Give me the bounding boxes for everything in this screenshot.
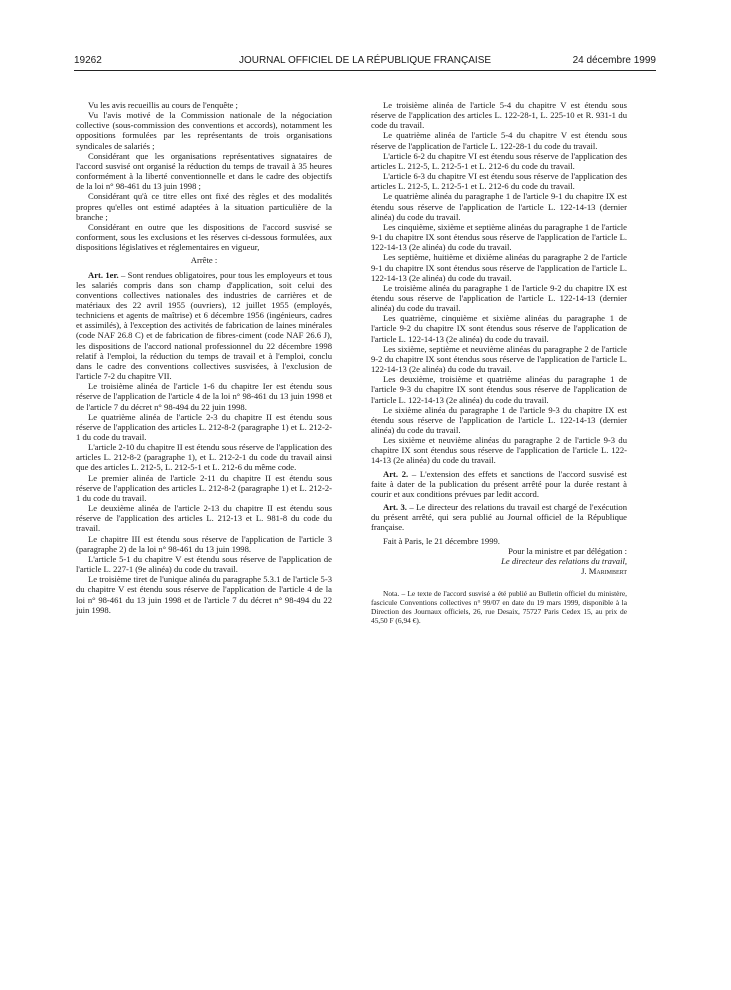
paragraph: Vu les avis recueillis au cours de l'enquête ;	[88, 100, 238, 110]
paragraph: Les sixième et neuvième alinéas du paragraphe 2 de l'article 9-3 du chapitre IX sont étendus sous réserve de l'application de l'article L. 122-14-13 (2e alinéa) du code du travail.	[371, 435, 627, 466]
left-column	[76, 100, 332, 615]
paragraph: Considérant que les organisations représentatives signataires de l'accord susvisé ont organisé la réduction du temps de travail à 35 heures conformément à la liberté conventionnelle et dans le cadre des objectifs de la loi n° 98-461 du 13 juin 1998 ;	[76, 150, 332, 192]
paragraph: Les cinquième, sixième et septième alinéas du paragraphe 1 de l'article 9-1 du chapitre IX sont étendus sous réserve de l'application de l'article L. 122-14-13 (2e alinéa) du code du travail.	[371, 221, 627, 253]
paragraph: Le deuxième alinéa de l'article 2-13 du chapitre II est étendu sous réserve de l'application des articles L. 212-13 et L. 981-8 du code du travail.	[76, 503, 332, 534]
paragraph: Le quatrième alinéa du paragraphe 1 de l'article 9-1 du chapitre IX est étendu sous réserve de l'application de l'article L. 122-14-13 (dernier alinéa) du code du travail.	[371, 191, 627, 222]
article-3-text: – Le directeur des relations du travail est chargé de l'exécution du présent arrêté, qui sera publié au Journal officiel de la République française.	[371, 502, 627, 533]
paragraph: L'article 6-3 du chapitre VI est étendu sous réserve de l'application des articles L. 212-5, L. 212-5-1 et L. 212-6 du code du travail.	[371, 171, 627, 192]
paragraph: L'article 5-1 du chapitre V est étendu sous réserve de l'application de l'article L. 227-1 (9e alinéa) du code du travail.	[76, 553, 332, 575]
arrete-heading: Arrête :	[190, 255, 218, 266]
paragraph: Le quatrième alinéa de l'article 2-3 du chapitre II est étendu sous réserve de l'application des articles L. 212-8-2 (paragraphe 1) et L. 212-2-1 du code du travail.	[76, 411, 332, 442]
article-1-label: Art. 1er.	[88, 269, 119, 280]
paragraph: Le quatrième alinéa de l'article 5-4 du chapitre V est étendu sous réserve de l'application de l'article L. 122-28-1 du code du travail.	[371, 130, 627, 151]
paragraph: Le premier alinéa de l'article 2-11 du chapitre II est étendu sous réserve de l'application des articles L. 212-8-2 (paragraphe 1) et L. 212-2-1 du code du travail.	[76, 472, 332, 503]
signature-title: Le directeur des relations du travail,	[501, 555, 627, 566]
paragraph: Considérant en outre que les dispositions de l'accord susvisé se conforment, sous les exclusions et les réserves ci-dessous formulées, aux dispositions législatives et réglementaires en vigueur,	[76, 221, 332, 253]
paragraph: Le troisième alinéa de l'article 5-4 du chapitre V est étendu sous réserve de l'application des articles L. 122-28-1, L. 225-10 et R. 931-1 du code du travail.	[371, 100, 627, 131]
article-1-text: – Sont rendues obligatoires, pour tous les employeurs et tous les salariés compris dans son champ d'application, soit celui des conventions collectives nationales des industries de carrières et de matériaux des 22 avril 1955 (ouvriers), 12 juillet 1955 (employés, techniciens et agents de maîtrise) et 6 décembre 1956 (ingénieurs, cadres et assimilés), à l'exception des activités de fabrication de laines minérales (code NAF 26.8 C) et de fabrication de fibres-ciment (code NAF 26.6 J), les dispositions de l'accord national professionnel du 22 décembre 1998 relatif à l'emploi, la réduction du temps de travail et à l'emploi, conclu dans le cadre des conventions collectives susvisées, à l'exclusion de l'article 7-2 du chapitre VII.	[76, 269, 332, 382]
paragraph: Considérant qu'à ce titre elles ont fixé des règles et des modalités propres qu'elles ont estimé adaptées à la situation particulière de la branche ;	[76, 191, 332, 222]
article-2-label: Art. 2.	[383, 468, 409, 479]
paragraph: Les sixième, septième et neuvième alinéas du paragraphe 2 de l'article 9-2 du chapitre IX sont étendus sous réserve de l'application de l'article L. 122-14-13 (2e alinéa) du code du travail.	[371, 343, 627, 375]
paragraph: L'article 2-10 du chapitre II est étendu sous réserve de l'application des articles L. 212-8-2 (paragraphe 1), et L. 212-2-1 du code du travail ainsi que des articles L. 212-5, L. 212-5-1 et L. 212-6 du même code.	[76, 442, 332, 473]
paragraph: Le sixième alinéa du paragraphe 1 de l'article 9-3 du chapitre IX est étendu sous réserve de l'application de l'article L. 122-14-13 (dernier alinéa) du code du travail.	[371, 404, 627, 435]
right-column	[371, 100, 627, 626]
paragraph: Le chapitre III est étendu sous réserve de l'application de l'article 3 (paragraphe 2) de la loi n° 98-461 du 13 juin 1998.	[76, 533, 332, 554]
signature-delegation: Pour la ministre et par délégation :	[508, 545, 627, 556]
article-2-text: – L'extension des effets et sanctions de l'accord susvisé est faite à dater de la publication du présent arrêté pour la durée restant à courir et aux conditions prévues par ledit accord.	[371, 468, 628, 499]
header-rule	[74, 70, 656, 71]
issue-date: 24 décembre 1999	[572, 55, 656, 66]
signature-name: J. Marimbert	[581, 566, 627, 577]
paragraph: Les deuxième, troisième et quatrième alinéas du paragraphe 1 de l'article 9-3 du chapitre IX sont étendus sous réserve de l'application de l'article L. 122-14-13 (2e alinéa) du code du travail.	[371, 374, 627, 405]
paragraph: Les quatrième, cinquième et sixième alinéas du paragraphe 1 de l'article 9-2 du chapitre IX sont étendus sous réserve de l'application de l'article L. 122-14-13 (2e alinéa) du code du travail.	[371, 313, 627, 344]
signature-place-date: Fait à Paris, le 21 décembre 1999.	[383, 535, 500, 546]
article-1	[76, 270, 332, 382]
paragraph: Les septième, huitième et dixième alinéas du paragraphe 2 de l'article 9-1 du chapitre IX sont étendus sous réserve de l'application de l'article L. 122-14-13 (2e alinéa) du code du travail.	[371, 252, 627, 283]
paragraph: Vu l'avis motivé de la Commission nationale de la négociation collective (sous-commission des conventions et accords), notamment les oppositions formulées par les représentants de trois organisations syndicales de salariés ;	[76, 110, 332, 151]
page-number: 19262	[74, 55, 102, 66]
journal-title: JOURNAL OFFICIEL DE LA RÉPUBLIQUE FRANÇAISE	[238, 55, 492, 66]
paragraph: L'article 6-2 du chapitre VI est étendu sous réserve de l'application des articles L. 212-5, L. 212-5-1 et L. 212-6 du code du travail.	[371, 150, 627, 171]
footnote: Nota. – Le texte de l'accord susvisé a été publié au Bulletin officiel du ministère, fascicule Conventions collectives n° 99/07 en date du 19 mars 1999, disponible à la Direction des Journaux officiels, 26, rue Desaix, 75727 Paris Cedex 15, au prix de 45,50 F (6,94 €).	[371, 589, 627, 625]
paragraph: Le troisième tiret de l'unique alinéa du paragraphe 5.3.1 de l'article 5-3 du chapitre V est étendu sous réserve de l'application de l'article 4 de la loi n° 98-461 du 13 juin 1998 et de l'article 7 du décret n° 98-494 du 22 juin 1998.	[76, 574, 332, 615]
page-header	[74, 55, 656, 69]
article-3	[371, 502, 627, 532]
paragraph: Le troisième alinéa du paragraphe 1 de l'article 9-2 du chapitre IX est étendu sous réserve de l'application de l'article L. 122-14-13 (dernier alinéa) du code du travail.	[371, 282, 627, 314]
article-3-label: Art. 3.	[383, 502, 407, 513]
article-2	[371, 469, 627, 499]
paragraph: Le troisième alinéa de l'article 1-6 du chapitre Ier est étendu sous réserve de l'application de l'article 4 de la loi n° 98-461 du 13 juin 1998 et de l'article 7 du décret n° 98-494 du 22 juin 1998.	[76, 381, 332, 412]
